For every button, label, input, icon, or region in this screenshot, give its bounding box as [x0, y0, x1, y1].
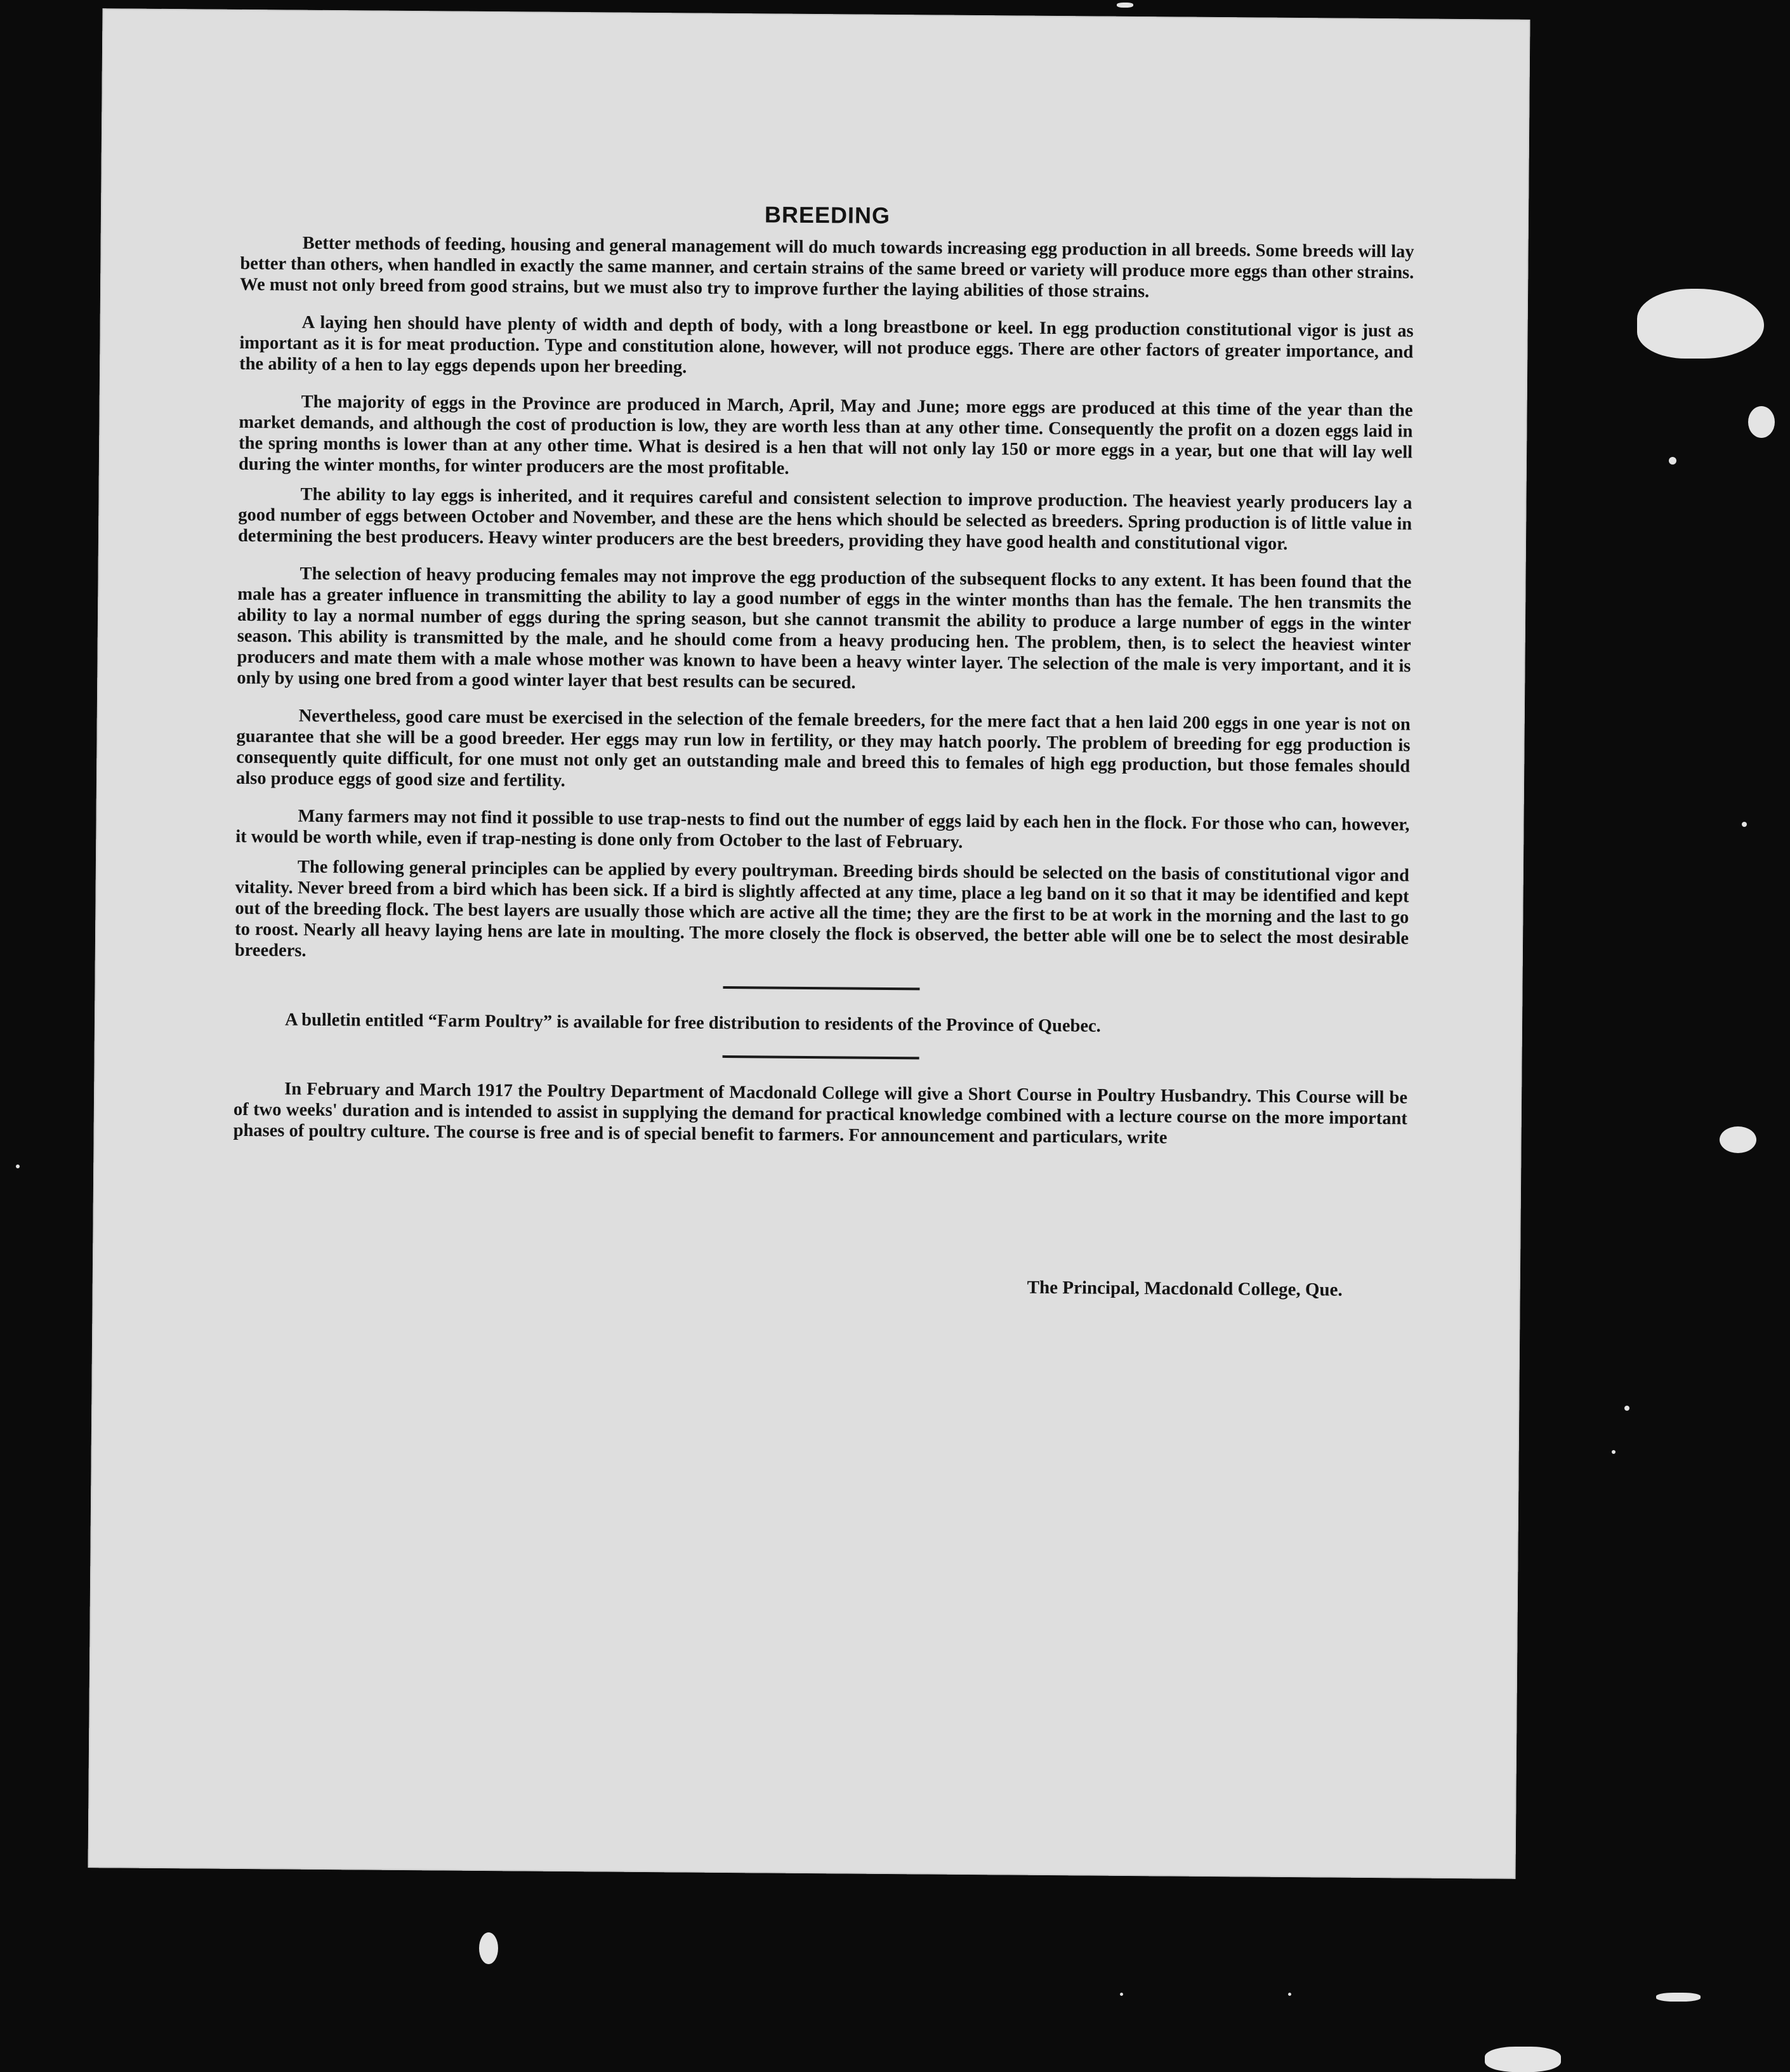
course-note: In February and March 1917 the Poultry Department of Macdonald College will give a Short Course in Poultry Husbandry. This Course will be of two weeks' duration and is intended to assist in supplying the demand for practical knowledge combined with a lecture course on the more important phases of poultry culture. The course is free and is of special benefit to farmers. For announcement and particulars, write: [233, 1079, 1408, 1148]
dust-speck: [1120, 1993, 1123, 1996]
divider-rule: [723, 1055, 919, 1059]
dust-speck: [1485, 2047, 1561, 2072]
document-sheet: [88, 8, 1530, 1879]
dust-speck: [1720, 1126, 1756, 1153]
dust-speck: [1669, 457, 1676, 465]
dust-speck: [16, 1165, 20, 1168]
signature-line: The Principal, Macdonald College, Que.: [1027, 1277, 1343, 1300]
bulletin-note: A bulletin entitled “Farm Poultry” is available for free distribution to residents of the Province of Quebec.: [284, 1010, 1101, 1036]
paragraph-methods: Better methods of feeding, housing and general management will do much towards increasing egg production in all breeds. Some breeds will lay better than others, when handled in exactly the same manner, and certain strains of the same breed or variety will produce more eggs than other strains. We must not only breed from good strains, but we must also try to improve further the laying abilities of those strains.: [240, 233, 1414, 302]
document-title: BREEDING: [764, 201, 891, 228]
paragraph-seasonal-production: The majority of eggs in the Province are produced in March, April, May and June; more eggs are produced at this time of the year than the market demands, and although the cost of production is low, they are worth less than at any other time. Consequently the profit on a dozen eggs laid in the spring months is lower than at any other time. What is desired is a hen that will not only lay 150 or more eggs in a year, but one that will lay well during the winter months, for winter producers are the most profitable.: [238, 392, 1413, 478]
dust-speck: [1117, 3, 1133, 8]
paragraph-female-breeders: Nevertheless, good care must be exercised in the selection of the female breeders, for the mere fact that a hen laid 200 eggs in one year is not on guarantee that she will be a good breeder. Her eggs may run low in fertility, or they may hatch poorly. The problem of breeding for egg production is consequently quite difficult, for one must not only get an outstanding male and breed this to females of high egg production, but those females should also produce eggs of good size and fertility.: [235, 706, 1411, 791]
dust-speck: [1612, 1450, 1616, 1454]
paragraph-laying-hen: A laying hen should have plenty of width and depth of body, with a long breastbone or keel. In egg production constitutional vigor is just as important as it is for meat production. Type and constitution alone, however, will not produce eggs. There are other factors of greater importance, and the ability of a hen to lay eggs depends upon her breeding.: [239, 312, 1414, 378]
dust-speck: [1656, 1993, 1701, 2002]
dust-speck: [1637, 289, 1764, 359]
document-content: [232, 200, 1414, 1301]
paragraph-trap-nests: Many farmers may not find it possible to use trap-nests to find out the number of eggs laid by each hen in the flock. For those who can, however, it would be worth while, even if trap-nesting is done only from October to the last of February.: [235, 806, 1410, 852]
dust-speck: [1748, 406, 1775, 438]
paragraph-general-principles: The following general principles can be applied by every poultryman. Breeding birds should be selected on the basis of constitutional vigor and vitality. Never breed from a bird which has been sick. If a bird is slightly affected at any time, place a leg band on it so that it may be identified and kept out of the breeding flock. The best layers are usually those which are active all the time; they are the first to be at work in the morning and the last to go to roost. Nearly all heavy laying hens are late in moulting. The more closely the flock is observed, the better able will one be to select the most desirable breeders.: [234, 857, 1409, 961]
divider-rule: [723, 986, 919, 990]
dust-speck: [1742, 822, 1747, 827]
paragraph-inheritance: The ability to lay eggs is inherited, and it requires careful and consistent selection to improve production. The heaviest yearly producers lay a good number of eggs between October and November, and these are the hens which should be selected as breeders. Spring production is of little value in determining the best producers. Heavy winter producers are the best breeders, providing they have good health and constitutional vigor.: [237, 484, 1412, 554]
dust-speck: [1288, 1993, 1291, 1996]
dust-speck: [1624, 1406, 1629, 1411]
paragraph-male-selection: The selection of heavy producing females may not improve the egg production of the subsequent flocks to any extent. It has been found that the male has a greater influence in transmitting the ability to lay a good number of eggs in the winter months than has the female. The hen transmits the ability to lay a normal number of eggs during the spring season, but she cannot transmit the ability to produce a large number of eggs in the winter season. This ability is transmitted by the male, and he should come from a heavy producing hen. The problem, then, is to select the heaviest winter producers and mate them with a male whose mother was known to have been a heavy winter layer. The selection of the male is very important, and it is only by using one bred from a good winter layer that best results can be secured.: [237, 564, 1412, 693]
dust-speck: [479, 1932, 498, 1964]
